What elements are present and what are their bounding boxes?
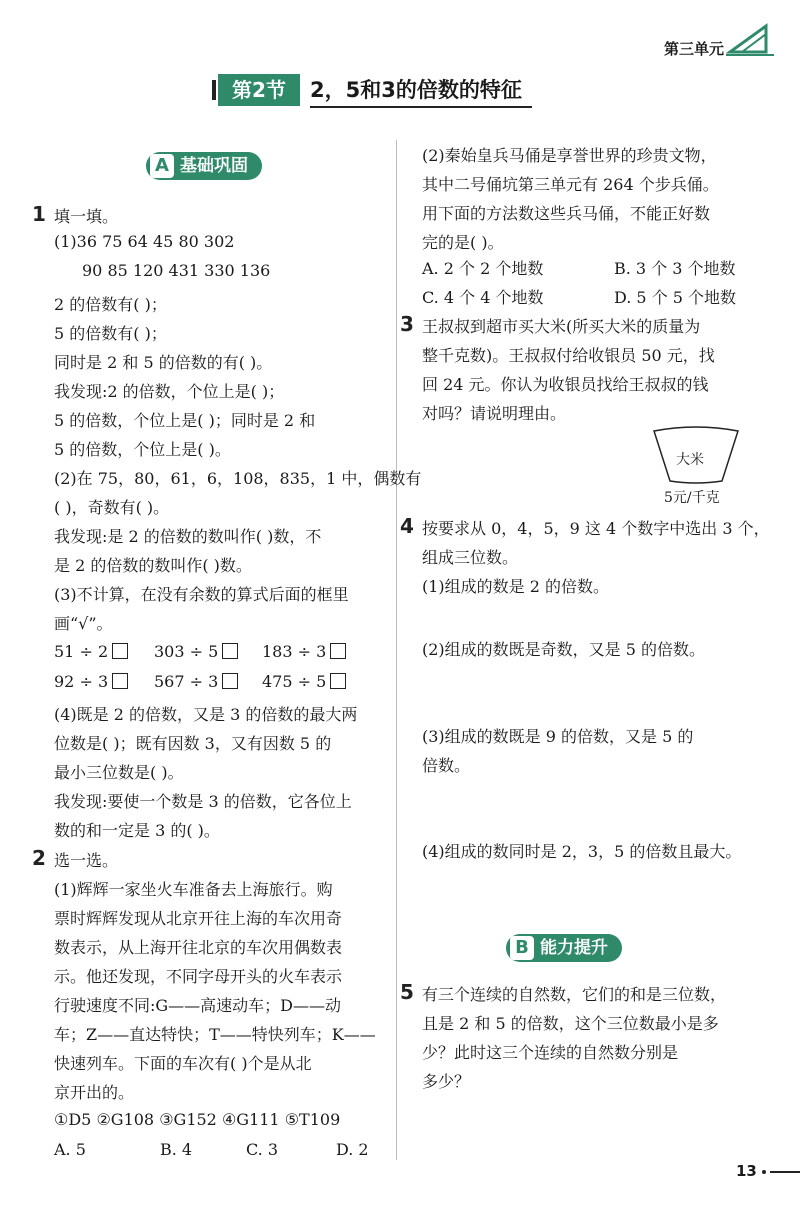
option-d[interactable]: D. 2 bbox=[336, 1140, 369, 1159]
checkbox[interactable] bbox=[222, 673, 238, 689]
calc-item: 51 ÷ 2 bbox=[54, 642, 128, 661]
q2-part2-line: 完的是( )。 bbox=[422, 233, 504, 252]
q2-line: (1)辉辉一家坐火车准备去上海旅行。购 bbox=[54, 880, 333, 899]
q2-line: 快速列车。下面的车次有( )个是从北 bbox=[54, 1054, 312, 1073]
title-badge: 第2节 bbox=[218, 74, 300, 106]
checkbox[interactable] bbox=[112, 673, 128, 689]
q1-line: (2)在 75，80，61，6，108，835，1 中，偶数有 bbox=[54, 469, 422, 488]
q4-line: 按要求从 0，4，5，9 这 4 个数字中选出 3 个， bbox=[422, 519, 770, 538]
q4-part: 倍数。 bbox=[422, 756, 471, 775]
checkbox[interactable] bbox=[112, 643, 128, 659]
option-c[interactable]: C. 4 个 4 个地数 bbox=[422, 288, 544, 307]
q1-line: (1)36 75 64 45 80 302 bbox=[54, 232, 235, 251]
q1-line: (3)不计算，在没有余数的算式后面的框里 bbox=[54, 585, 349, 604]
q2-line: 选一选。 bbox=[54, 851, 119, 870]
q1-line: 数的和一定是 3 的( )。 bbox=[54, 821, 220, 840]
page-decoration bbox=[762, 1170, 800, 1174]
section-a-letter: A bbox=[150, 154, 174, 178]
q5-line: 有三个连续的自然数，它们的和是三位数， bbox=[422, 985, 727, 1004]
option-b[interactable]: B. 4 bbox=[160, 1140, 193, 1159]
q1-line: 最小三位数是( )。 bbox=[54, 763, 184, 782]
section-b-letter: B bbox=[510, 936, 534, 960]
question-2-number: 2 bbox=[32, 846, 46, 870]
section-title bbox=[218, 74, 564, 106]
option-c[interactable]: C. 3 bbox=[246, 1140, 279, 1159]
q1-line: 画“√”。 bbox=[54, 614, 113, 633]
q2-line: 行驶速度不同:G——高速动车；D——动 bbox=[54, 996, 342, 1015]
q5-line: 多少？ bbox=[422, 1072, 471, 1091]
q2-line: 数表示，从上海开往北京的车次用偶数表 bbox=[54, 938, 343, 957]
q3-line: 回 24 元。你认为收银员找给王叔叔的钱 bbox=[422, 375, 709, 394]
question-4-number: 4 bbox=[400, 514, 414, 538]
q1-line: 2 的倍数有( )； bbox=[54, 295, 167, 314]
q1-line: 5 的倍数，个位上是( )；同时是 2 和 bbox=[54, 411, 316, 430]
q1-line: 位数是( )；既有因数 3，又有因数 5 的 bbox=[54, 734, 332, 753]
q2-line: ①D5 ②G108 ③G152 ④G111 ⑤T109 bbox=[54, 1110, 341, 1129]
option-a[interactable]: A. 2 个 2 个地数 bbox=[422, 259, 544, 278]
q2-line: 车；Z——直达特快；T——特快列车；K—— bbox=[54, 1025, 376, 1044]
q2-line: 票时辉辉发现从北京开往上海的车次用奇 bbox=[54, 909, 343, 928]
q1-line: ( )，奇数有( )。 bbox=[54, 498, 170, 517]
q3-line: 王叔叔到超市买大米(所买大米的质量为 bbox=[422, 317, 701, 336]
q1-line: 是 2 的倍数的数叫作( )数。 bbox=[54, 556, 252, 575]
q4-part: (4)组成的数同时是 2，3，5 的倍数且最大。 bbox=[422, 842, 742, 861]
triangle-ruler-icon bbox=[726, 22, 774, 56]
calc-item: 475 ÷ 5 bbox=[262, 672, 346, 691]
q2-part2-line: (2)秦始皇兵马俑是享誉世界的珍贵文物， bbox=[422, 146, 717, 165]
q2-part2-line: 其中二号俑坑第三单元有 264 个步兵俑。 bbox=[422, 175, 719, 194]
q1-line: 我发现:要使一个数是 3 的倍数，它各位上 bbox=[54, 792, 352, 811]
q1-line: 90 85 120 431 330 136 bbox=[82, 261, 271, 280]
q1-line: 同时是 2 和 5 的倍数的有( )。 bbox=[54, 353, 273, 372]
option-a[interactable]: A. 5 bbox=[54, 1140, 86, 1159]
question-1-number: 1 bbox=[32, 202, 46, 226]
q2-line: 京开出的。 bbox=[54, 1083, 135, 1102]
q1-line: (4)既是 2 的倍数，又是 3 的倍数的最大两 bbox=[54, 705, 358, 724]
section-b-badge bbox=[506, 934, 622, 962]
q5-line: 少？此时这三个连续的自然数分别是 bbox=[422, 1043, 679, 1062]
q3-line: 整千克数)。王叔叔付给收银员 50 元，找 bbox=[422, 346, 715, 365]
unit-label: 第三单元 bbox=[664, 40, 725, 58]
section-b-label: 能力提升 bbox=[540, 938, 608, 958]
q1-line: 填一填。 bbox=[54, 207, 119, 226]
q1-line: 5 的倍数有( )； bbox=[54, 324, 167, 343]
checkbox[interactable] bbox=[330, 643, 346, 659]
title-decoration bbox=[212, 80, 216, 100]
calc-item: 92 ÷ 3 bbox=[54, 672, 128, 691]
q3-line: 对吗？请说明理由。 bbox=[422, 404, 567, 423]
rice-price: 5元/千克 bbox=[664, 490, 720, 506]
question-3-number: 3 bbox=[400, 312, 414, 336]
q1-line: 我发现:2 的倍数，个位上是( )； bbox=[54, 382, 285, 401]
option-d[interactable]: D. 5 个 5 个地数 bbox=[614, 288, 737, 307]
q4-part: (1)组成的数是 2 的倍数。 bbox=[422, 577, 610, 596]
column-divider bbox=[396, 140, 397, 1160]
q2-line: 示。他还发现，不同字母开头的火车表示 bbox=[54, 967, 343, 986]
checkbox[interactable] bbox=[222, 643, 238, 659]
option-b[interactable]: B. 3 个 3 个地数 bbox=[614, 259, 736, 278]
section-a-badge bbox=[146, 152, 262, 180]
calc-item: 303 ÷ 5 bbox=[154, 642, 238, 661]
q4-part: (2)组成的数既是奇数，又是 5 的倍数。 bbox=[422, 640, 706, 659]
page-number: 13 bbox=[736, 1162, 757, 1180]
q1-line: 我发现:是 2 的倍数的数叫作( )数，不 bbox=[54, 527, 322, 546]
q4-line: 组成三位数。 bbox=[422, 548, 519, 567]
q1-line: 5 的倍数，个位上是( )。 bbox=[54, 440, 231, 459]
question-5-number: 5 bbox=[400, 980, 414, 1004]
checkbox[interactable] bbox=[330, 673, 346, 689]
q2-part2-line: 用下面的方法数这些兵马俑，不能正好数 bbox=[422, 204, 711, 223]
calc-item: 567 ÷ 3 bbox=[154, 672, 238, 691]
q4-part: (3)组成的数既是 9 的倍数，又是 5 的 bbox=[422, 727, 694, 746]
calc-item: 183 ÷ 3 bbox=[262, 642, 346, 661]
q5-line: 且是 2 和 5 的倍数，这个三位数最小是多 bbox=[422, 1014, 719, 1033]
title-text: 2，5和3的倍数的特征 bbox=[310, 74, 532, 108]
section-a-label: 基础巩固 bbox=[180, 156, 248, 176]
rice-label: 大米 bbox=[676, 452, 704, 468]
